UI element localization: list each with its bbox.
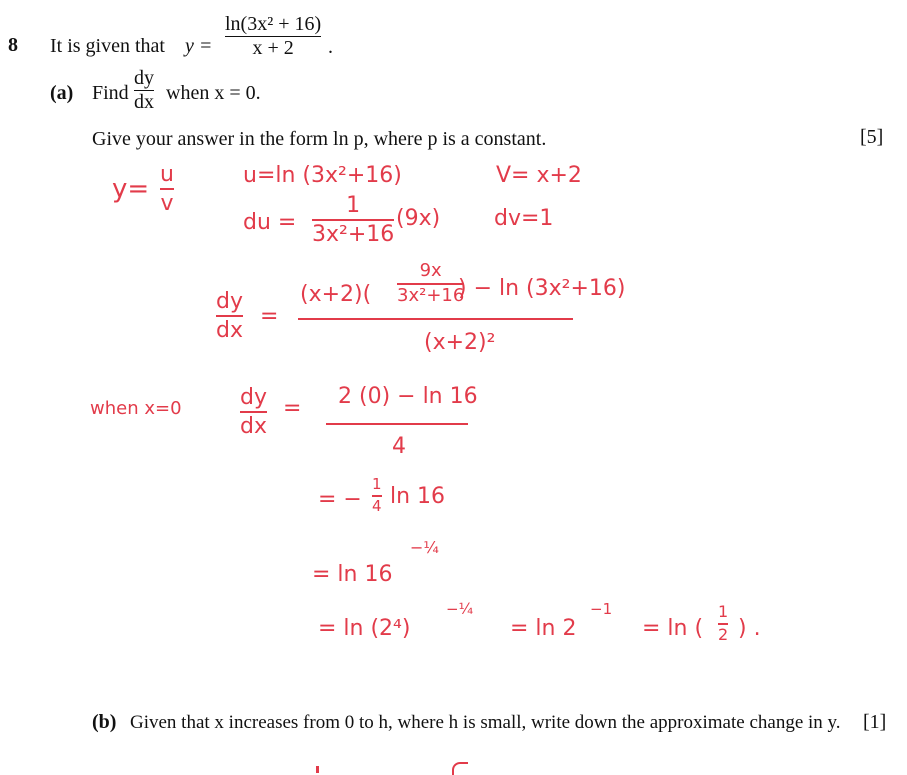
hw-line5-c: = ln ( — [642, 616, 704, 641]
hw-dy-2: dy — [240, 385, 267, 410]
part-b-text: Given that x increases from 0 to h, where h is small, write down the approximate change in y. — [130, 712, 841, 733]
hw-v: v — [160, 191, 174, 217]
hw-line5-a: = ln (2⁴) — [318, 616, 411, 641]
hw-u: u — [160, 162, 174, 187]
hw-quotient-inner — [397, 262, 464, 306]
part-a-instruction: Give your answer in the form ln p, where p is a constant. — [92, 128, 547, 150]
dx-text: dx — [134, 91, 154, 113]
hw-line5-b: = ln 2 — [510, 616, 577, 641]
hw-u-over-v — [160, 163, 174, 215]
hw-equals-2: = — [283, 396, 302, 421]
part-a-when: when x = 0. — [166, 82, 261, 104]
hw-line5-d: ) . — [738, 616, 761, 641]
equation-fraction — [225, 14, 321, 59]
hw-line4: = ln 16 — [312, 562, 393, 587]
hw-quotient-den: (x+2)² — [424, 330, 496, 355]
hw-du-den: 3x²+16 — [312, 222, 395, 248]
hw-dydx-1 — [216, 290, 243, 342]
hw-cutoff-mark-2 — [452, 762, 468, 775]
equation-numerator: ln(3x² + 16) — [225, 13, 322, 35]
hw-half-num: 1 — [718, 602, 729, 621]
part-b-marks: [1] — [863, 711, 887, 733]
hw-quotient-bar — [298, 318, 573, 320]
hw-fraction-bar — [312, 219, 394, 221]
hw-line3-pre: = − — [318, 487, 362, 512]
part-b-label: (b) — [92, 711, 117, 733]
hw-dy: dy — [216, 289, 243, 314]
hw-line5-exp: −¼ — [446, 600, 474, 618]
hw-fraction-bar — [216, 315, 243, 317]
equation-period: . — [328, 36, 333, 58]
hw-fraction-bar — [160, 188, 174, 190]
hw-dx-2: dx — [240, 414, 267, 440]
hw-inner-den: 3x²+16 — [397, 284, 465, 306]
hw-line5-half — [718, 604, 728, 644]
hw-sub-den: 4 — [392, 434, 406, 459]
part-a-marks: [5] — [860, 126, 884, 148]
hw-v-definition: V= x+2 — [496, 163, 582, 188]
equation-lhs-text: y = — [185, 35, 213, 57]
hw-quotient-b: ) − ln (3x²+16) — [458, 276, 626, 301]
hw-du-lhs: du = — [243, 210, 297, 235]
hw-line3-frac — [372, 477, 382, 515]
hw-equals-1: = — [260, 304, 279, 329]
hw-dv-definition: dv=1 — [494, 206, 554, 231]
dy-text: dy — [134, 67, 154, 89]
derivative-notation — [134, 68, 154, 113]
question-intro: It is given that — [50, 35, 165, 57]
hw-line3-fn: 1 — [372, 475, 382, 493]
equation-lhs — [185, 35, 212, 58]
hw-inner-num: 9x — [419, 260, 442, 281]
hw-du-num: 1 — [346, 193, 361, 218]
hw-dx: dx — [216, 318, 243, 344]
hw-half-den: 2 — [718, 624, 729, 644]
hw-sub-bar — [326, 423, 468, 425]
hw-u-definition: u=ln (3x²+16) — [243, 163, 402, 188]
hw-du-tail: (9x) — [396, 206, 441, 231]
hw-line4-exp: −¼ — [410, 538, 439, 557]
hw-line3-fd: 4 — [372, 496, 382, 515]
hw-fraction-bar — [240, 411, 267, 413]
given-equation-fraction — [225, 14, 321, 59]
hw-cutoff-mark-1 — [316, 766, 319, 773]
part-a-label: (a) — [50, 82, 74, 104]
hw-sub-num: 2 (0) − ln 16 — [338, 384, 478, 409]
hw-line3-post: ln 16 — [390, 484, 446, 509]
hw-line5-exp2: −1 — [590, 600, 613, 618]
question-number: 8 — [8, 34, 18, 56]
equation-denominator: x + 2 — [252, 37, 294, 59]
hw-y-equals: y= — [112, 174, 150, 204]
hw-dydx-2 — [240, 386, 267, 438]
hw-quotient-a: (x+2)( — [300, 282, 372, 307]
hw-du-fraction — [312, 194, 394, 246]
hw-when-x0: when x=0 — [90, 398, 182, 419]
part-a-find: Find — [92, 82, 129, 104]
